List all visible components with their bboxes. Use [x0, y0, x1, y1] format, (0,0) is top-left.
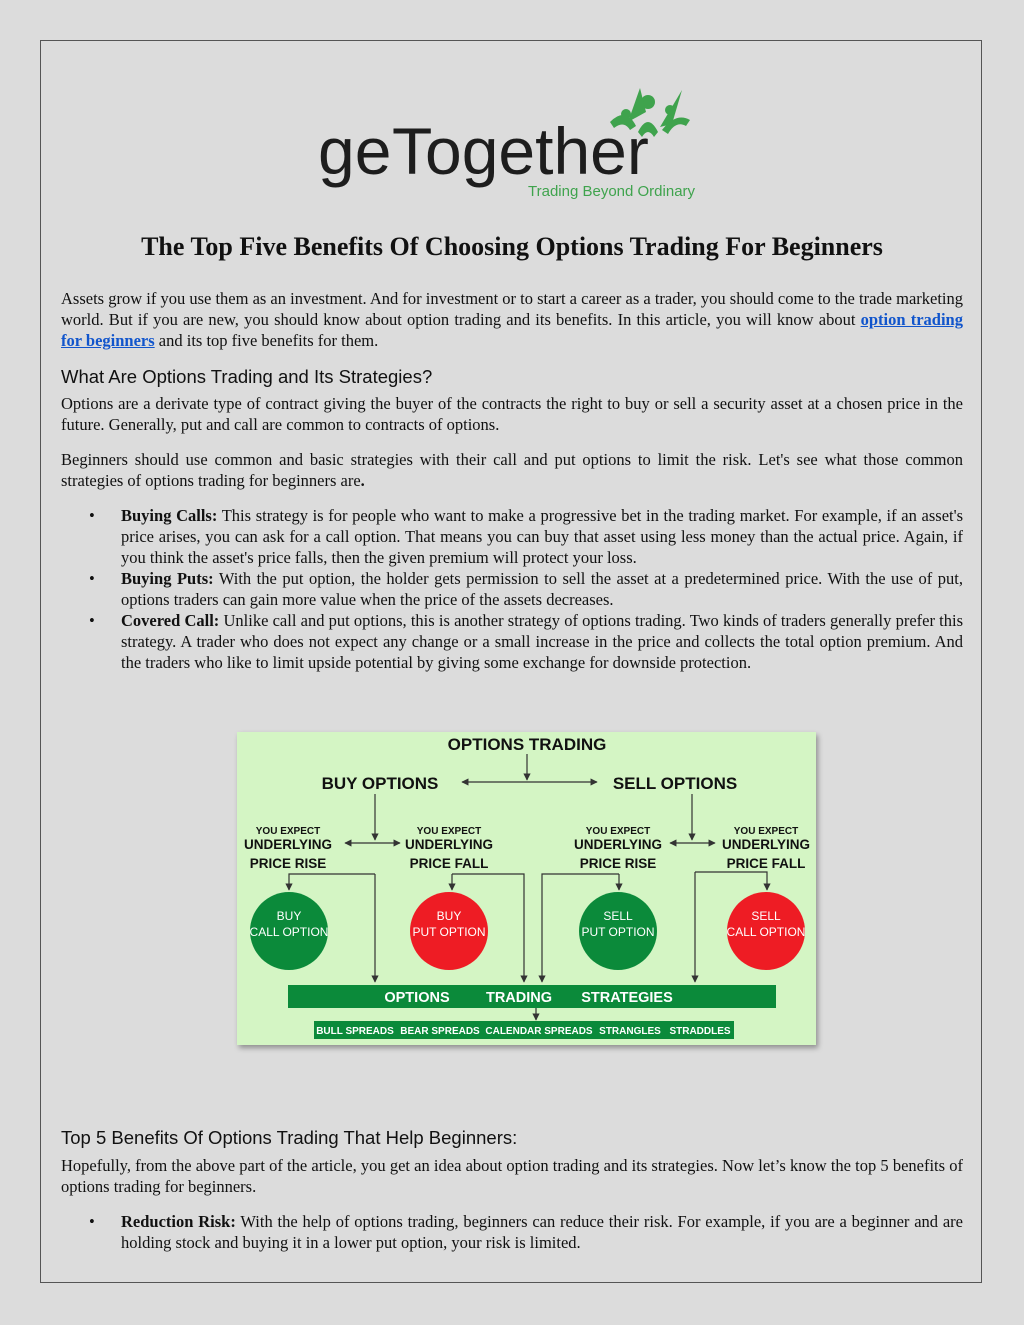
list-item-term: Buying Puts:	[121, 569, 214, 588]
list-item	[61, 610, 963, 673]
circle-label: BUY	[436, 909, 462, 923]
section2-para: Hopefully, from the above part of the article, you get an idea about option trading and its strategies. Now let’s know the top 5 benefits of options trading for beginners.	[61, 1156, 963, 1196]
intro-text-1: Assets grow if you use them as an investment. And for investment or to start a career as a trader, you should come to the trade marketing world. But if you are new, you should know about option trading and its benefits. In this article, you will know about	[61, 289, 964, 329]
section1-heading: What Are Options Trading and Its Strategies?	[61, 366, 433, 387]
list-item	[61, 1211, 963, 1253]
strategies-list	[61, 505, 963, 673]
list-item-text: With the put option, the holder gets permission to sell the asset at a predetermined price. With the use of put, options traders can gain more value when the price of the assets decreases.	[121, 569, 963, 609]
diagram-title: OPTIONS TRADING	[447, 735, 607, 754]
underlying-label: UNDERLYING	[404, 837, 494, 852]
logo-text-ge: ge	[318, 114, 392, 188]
sell-options-label: SELL OPTIONS	[612, 774, 738, 793]
gettogether-logo	[310, 82, 710, 207]
expect-label: YOU EXPECT	[255, 826, 321, 837]
bar-word-strategies: STRATEGIES	[581, 990, 673, 1006]
bullet: •	[89, 1212, 95, 1231]
list-item-text: This strategy is for people who want to make a progressive bet in the trading market. For example, if an asset's price arises, you can ask for a call option. That means you can buy that asset using less money than the actual price. Again, if you think the asset's price falls, then the given premium will protect your loss.	[121, 506, 963, 567]
circle-label: CALL OPTION	[249, 925, 329, 939]
list-item-term: Buying Calls:	[121, 506, 218, 525]
bullet: •	[89, 569, 95, 588]
price-fall-label: PRICE FALL	[409, 856, 489, 871]
circle-label: SELL	[603, 909, 633, 923]
list-item-term: Covered Call:	[121, 611, 220, 630]
list-item-text: Unlike call and put options, this is another strategy of options trading. Two kinds of traders generally prefer this strategy. A trader who does not expect any change or a small increase in the price and collects the total option premium. And the traders who like to limit upside potential by giving some exchange for downside protection.	[121, 611, 963, 672]
list-item-text: With the help of options trading, beginners can reduce their risk. For example, if you are a beginner and are holding stock and buying it in a lower put option, your risk is limited.	[121, 1212, 964, 1252]
strategy-type: BEAR SPREADS	[400, 1026, 480, 1037]
buy-options-label: BUY OPTIONS	[321, 774, 439, 793]
strategy-type: STRANGLES	[599, 1026, 661, 1037]
circle-label: PUT OPTION	[412, 925, 486, 939]
price-fall-label: PRICE FALL	[726, 856, 806, 871]
circle-label: SELL	[751, 909, 781, 923]
strategy-type: BULL SPREADS	[316, 1026, 394, 1037]
list-item-term: Reduction Risk:	[121, 1212, 236, 1231]
circle-label: PUT OPTION	[581, 925, 655, 939]
circle-label: CALL OPTION	[726, 925, 806, 939]
section1-para1: Options are a derivate type of contract giving the buyer of the contracts the right to buy or sell a security asset at a chosen price in the future. Generally, put and call are common to contracts of options.	[61, 394, 963, 434]
expect-label: YOU EXPECT	[733, 826, 799, 837]
section1-para2-text: Beginners should use common and basic strategies with their call and put options to limit the risk. Let's see what those common strategies of options trading for beginners are	[61, 450, 963, 490]
bullet: •	[89, 506, 95, 525]
intro-paragraph	[61, 288, 963, 351]
section2-heading: Top 5 Benefits Of Options Trading That Help Beginners:	[61, 1127, 518, 1148]
bar-word-options: OPTIONS	[384, 990, 450, 1006]
bar-word-trading: TRADING	[485, 990, 553, 1006]
expect-label: YOU EXPECT	[416, 826, 482, 837]
list-item	[61, 568, 963, 610]
intro-text-2: and its top five benefits for them.	[154, 331, 379, 350]
strategy-type: CALENDAR SPREADS	[485, 1026, 593, 1037]
benefits-list	[61, 1211, 963, 1253]
bullet: •	[89, 611, 95, 630]
logo-tagline: Trading Beyond Ordinary	[528, 183, 696, 200]
article-title: The Top Five Benefits Of Choosing Options Trading For Beginners	[141, 232, 883, 261]
circle-label: BUY	[276, 909, 302, 923]
expect-label: YOU EXPECT	[585, 826, 651, 837]
options-beginners-link[interactable]: option trading for beginners	[61, 310, 963, 350]
logo-text-together: Together	[392, 114, 649, 188]
underlying-label: UNDERLYING	[721, 837, 811, 852]
section1-para2-end: .	[360, 471, 365, 490]
options-trading-diagram	[237, 732, 816, 1045]
list-item	[61, 505, 963, 568]
section1-para2	[61, 449, 963, 491]
price-rise-label: PRICE RISE	[579, 856, 657, 871]
underlying-label: UNDERLYING	[573, 837, 663, 852]
price-rise-label: PRICE RISE	[249, 856, 327, 871]
underlying-label: UNDERLYING	[243, 837, 333, 852]
strategy-type: STRADDLES	[669, 1026, 731, 1037]
